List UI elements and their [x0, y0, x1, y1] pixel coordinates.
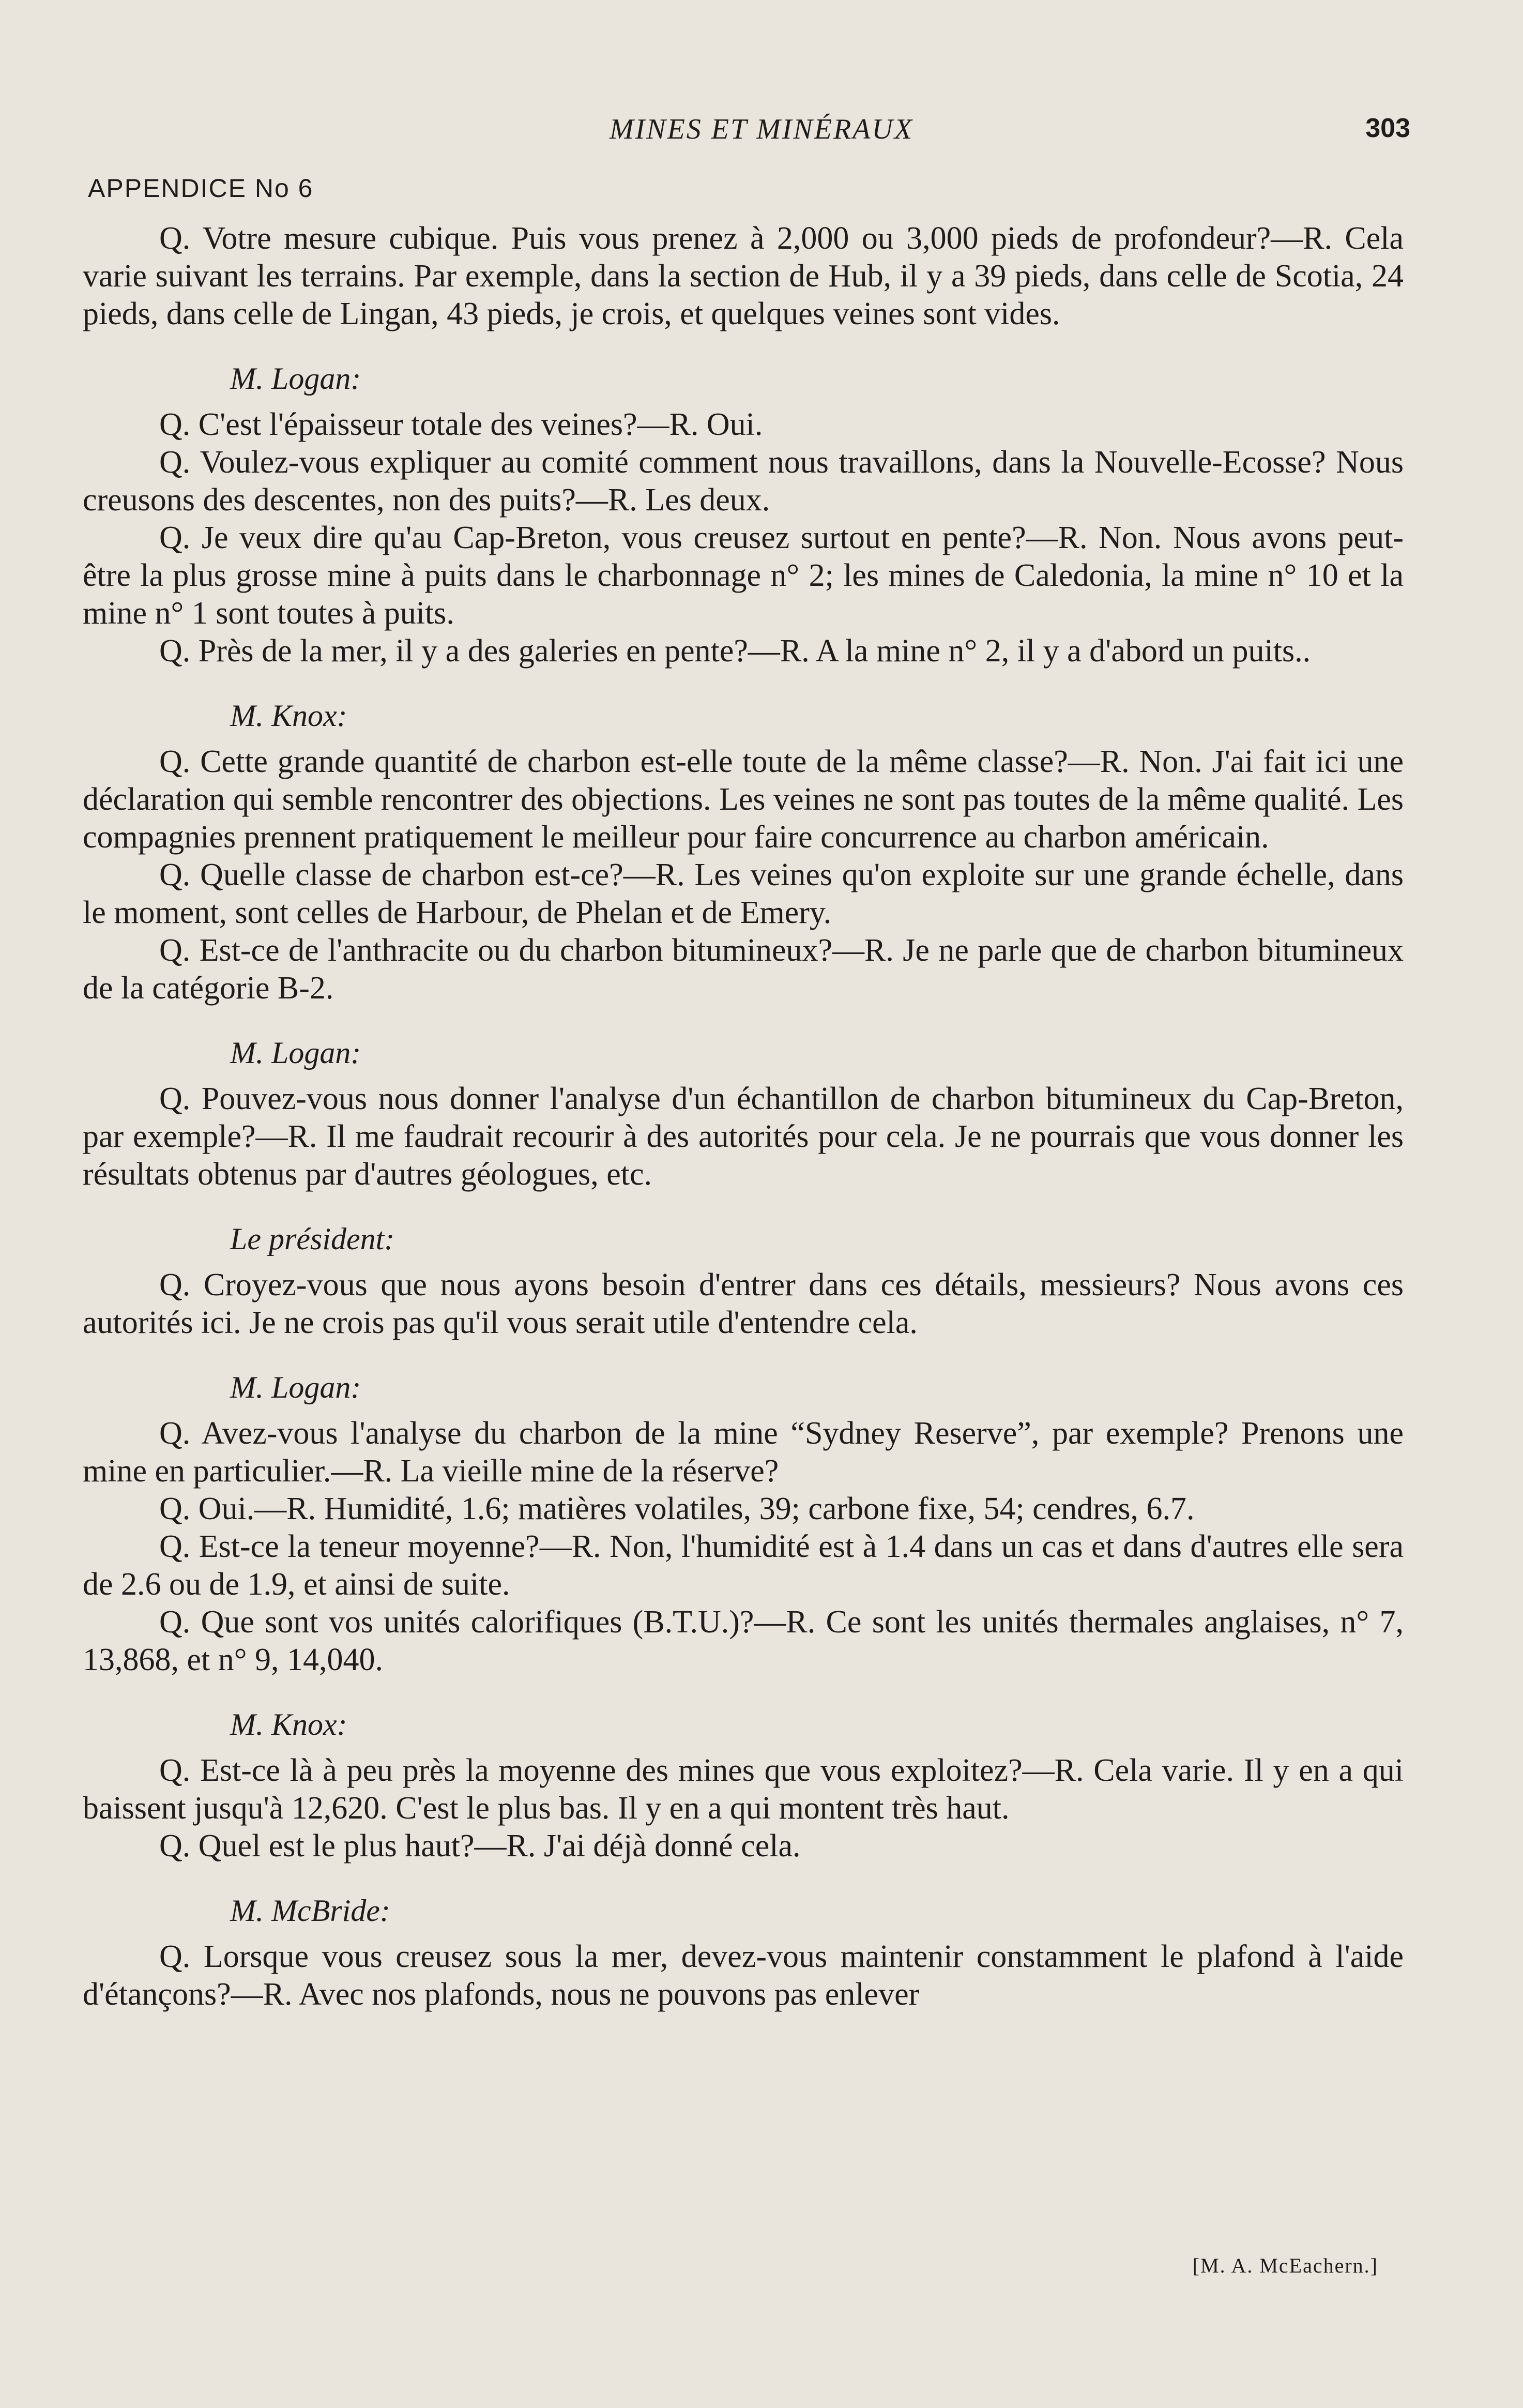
transcript-paragraph: Q. Lorsque vous creusez sous la mer, devez-vous maintenir constamment le plafond à l'aide d'étançons?—R. Avec nos plafonds, nous ne pouvons pas enlever — [83, 1939, 1404, 2012]
speaker-label: M. Logan: — [230, 1036, 361, 1070]
speaker-label: M. Knox: — [230, 1707, 347, 1741]
transcript-paragraph: Q. Voulez-vous expliquer au comité comment nous travaillons, dans la Nouvelle-Ecosse? Nous creusons des descentes, non des puits?—R. Les deux. — [83, 445, 1404, 518]
transcript-paragraph: Q. Que sont vos unités calorifiques (B.T.U.)?—R. Ce sont les unités thermales anglaises, n° 7, 13,868, et n° 9, 14,040. — [83, 1604, 1404, 1677]
transcript-paragraph: Q. Oui.—R. Humidité, 1.6; matières volatiles, 39; carbone fixe, 54; cendres, 6.7. — [159, 1491, 1195, 1526]
transcript-paragraph: Q. Est-ce la teneur moyenne?—R. Non, l'humidité est à 1.4 dans un cas et dans d'autres elle sera de 2.6 ou de 1.9, et ainsi de suite. — [83, 1529, 1404, 1602]
appendix-label: APPENDICE No 6 — [88, 174, 314, 203]
speaker-label: M. McBride: — [230, 1894, 390, 1928]
speaker-label: Le président: — [230, 1222, 395, 1256]
transcript-paragraph: Q. Avez-vous l'analyse du charbon de la mine “Sydney Reserve”, par exemple? Prenons une mine en particulier.—R. La vieille mine de la réserve? — [83, 1416, 1404, 1489]
transcript-paragraph: Q. Quel est le plus haut?—R. J'ai déjà donné cela. — [159, 1828, 801, 1864]
transcript-paragraph: Q. Pouvez-vous nous donner l'analyse d'un échantillon de charbon bitumineux du Cap-Breton, par exemple?—R. Il me faudrait recourir à des autorités pour cela. Je ne pourrais que vous donner les résultats obtenus par d'autres géologues, etc. — [83, 1081, 1404, 1192]
witness-name: [M. A. McEachern.] — [1192, 2254, 1378, 2277]
transcript-paragraph: Q. Cette grande quantité de charbon est-elle toute de la même classe?—R. Non. J'ai fait ici une déclaration qui semble rencontrer des objections. Les veines ne sont pas toutes de la même qualité. Les compagnies prennent pratiquement le meilleur pour faire concurrence au charbon américain. — [83, 744, 1404, 855]
transcript-paragraph: Q. Votre mesure cubique. Puis vous prenez à 2,000 ou 3,000 pieds de profondeur?—R. Cela varie suivant les terrains. Par exemple, dans la section de Hub, il y a 39 pieds, dans celle de Scotia, 24 pieds, dans celle de Lingan, 43 pieds, je crois, et quelques veines sont vides. — [83, 221, 1404, 331]
running-title: MINES ET MINÉRAUX — [609, 113, 914, 145]
transcript-paragraph: Q. C'est l'épaisseur totale des veines?—R. Oui. — [159, 407, 763, 442]
transcript-paragraph: Q. Près de la mer, il y a des galeries en pente?—R. A la mine n° 2, il y a d'abord un puits.. — [159, 633, 1311, 669]
transcript-paragraph: Q. Est-ce de l'anthracite ou du charbon bitumineux?—R. Je ne parle que de charbon bitumineux de la catégorie B-2. — [83, 933, 1404, 1006]
speaker-label: M. Logan: — [230, 1370, 361, 1404]
transcript-body — [83, 220, 1404, 2013]
speaker-label: M. Knox: — [230, 699, 347, 733]
transcript-paragraph: Q. Je veux dire qu'au Cap-Breton, vous creusez surtout en pente?—R. Non. Nous avons peut-être la plus grosse mine à puits dans le charbonnage n° 2; les mines de Caledonia, la mine n° 10 et la mine n° 1 sont toutes à puits. — [83, 520, 1404, 631]
transcript-paragraph: Q. Quelle classe de charbon est-ce?—R. Les veines qu'on exploite sur une grande échelle, dans le moment, sont celles de Harbour, de Phelan et de Emery. — [83, 857, 1404, 930]
page-number: 303 — [1365, 113, 1410, 143]
speaker-label: M. Logan: — [230, 361, 361, 396]
transcript-paragraph: Q. Croyez-vous que nous ayons besoin d'entrer dans ces détails, messieurs? Nous avons ces autorités ici. Je ne crois pas qu'il vous serait utile d'entendre cela. — [83, 1267, 1404, 1340]
transcript-paragraph: Q. Est-ce là à peu près la moyenne des mines que vous exploitez?—R. Cela varie. Il y en a qui baissent jusqu'à 12,620. C'est le plus bas. Il y en a qui montent très haut. — [83, 1753, 1404, 1826]
